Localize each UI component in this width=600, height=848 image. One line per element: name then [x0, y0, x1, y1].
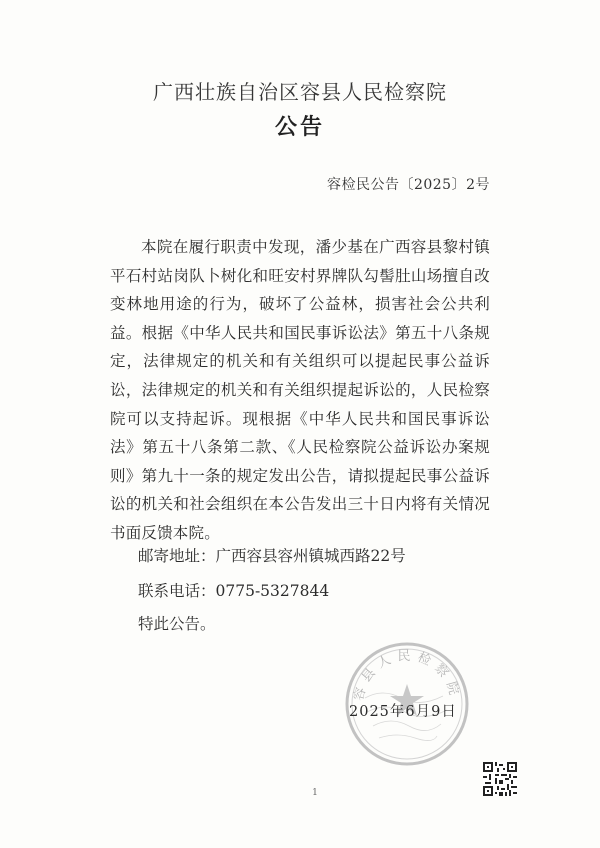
issuing-organization: 广西壮族自治区容县人民检察院 — [153, 80, 447, 104]
contact-phone: 联系电话：0775-5327844 — [138, 582, 330, 600]
issue-date: 2025年6月9日 — [349, 704, 457, 720]
document-title: 公告 — [274, 114, 325, 140]
document-number: 容检民公告〔2025〕2号 — [326, 177, 490, 193]
page-number: 1 — [312, 788, 318, 798]
announcement-body: 本院在履行职责中发现，潘少基在广西容县黎村镇平石村站岗队卜树化和旺安村界牌队勾髻肚山场擅自改变林地用途的行为，破坏了公益林，损害社会公共利益。根据《中华人民共和国民事诉讼法》第五十八条规定，法律规定的机关和有关组织可以提起民事公益诉讼，法律规定的机关和有关组织提起诉讼的，人民检察院可以支持起诉。现根据《中华人民共和国民事诉讼法》第五十八条第二款、《人民检察院公益诉讼办案规则》第九十一条的规定发出公告，请拟提起民事公益诉讼的机关和社会组织在本公告发出三十日内将有关情况书面反馈本院。 — [110, 238, 490, 542]
seal-text: 容县人民检察院 — [351, 649, 463, 703]
mailing-address: 邮寄地址：广西容县容州镇城西路22号 — [138, 547, 406, 565]
closing-phrase: 特此公告。 — [138, 615, 216, 633]
